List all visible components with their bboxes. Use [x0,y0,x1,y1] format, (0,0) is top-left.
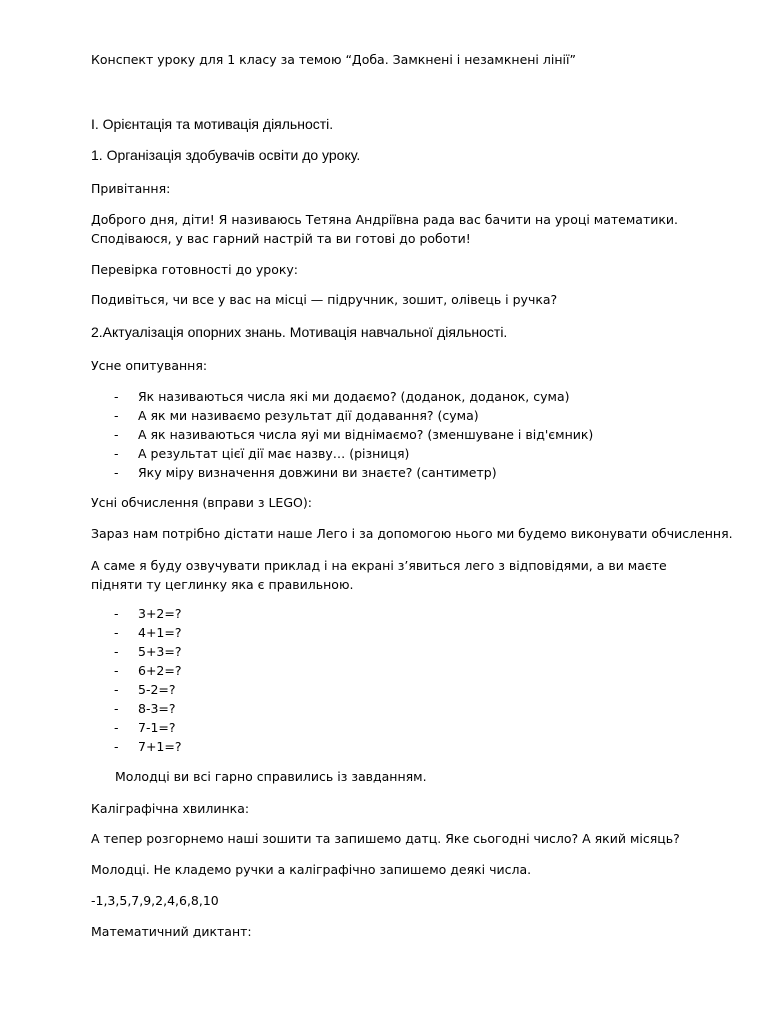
praise-paragraph: Молодці ви всі гарно справились із завданням. [115,769,427,784]
list-bullet: - [114,663,119,678]
list-item-text: Яку міру визначення довжини ви знаєте? (сантиметр) [138,465,497,480]
subsection-heading-actualization: 2.Актуалізація опорних знань. Мотивація навчальної діяльності. [91,324,508,340]
list-item-text: 6+2=? [138,663,182,678]
list-bullet: - [114,625,119,640]
list-bullet: - [114,408,119,423]
lego-paragraph-2: А саме я буду озвучувати приклад і на екрані з’явиться лего з відповідями, а ви маєте підняти ту цеглинку яка є правильною. [91,558,667,592]
calligraphy-label: Каліграфічна хвилинка: [91,801,250,816]
list-bullet: - [114,644,119,659]
list-bullet: - [114,739,119,754]
list-bullet: - [114,446,119,461]
greeting-paragraph: Доброго дня, діти! Я називаюсь Тетяна Андріївна рада вас бачити на уроці математики. Сподіваюся, у вас гарний настрій та ви готові до роботи! [91,212,678,246]
list-bullet: - [114,606,119,621]
list-item-text: Як називаються числа які ми додаємо? (доданок, доданок, сума) [138,389,570,404]
document-title: Конспект уроку для 1 класу за темою “Доба. Замкнені і незамкнені лінії” [91,52,576,67]
list-bullet: - [114,701,119,716]
list-item-text: 8-3=? [138,701,176,716]
list-item-text: 5+3=? [138,644,182,659]
readiness-label: Перевірка готовності до уроку: [91,262,299,277]
dictation-label: Математичний диктант: [91,924,252,939]
readiness-paragraph: Подивіться, чи все у вас на місці — підручник, зошит, олівець і ручка? [91,292,558,307]
section-heading-orientation: І. Орієнтація та мотивація діяльності. [91,116,334,132]
list-bullet: - [114,465,119,480]
lego-paragraph-1: Зараз нам потрібно дістати наше Лего і за допомогою нього ми будемо виконувати обчислення. [91,526,733,541]
greeting-label: Привітання: [91,181,171,196]
list-item-text: 7-1=? [138,720,176,735]
list-bullet: - [114,682,119,697]
list-item-text: 3+2=? [138,606,182,621]
calligraphy-paragraph: А тепер розгорнемо наші зошити та запишемо датц. Яке сьогодні число? А який місяць? [91,831,680,846]
calligraphy-paragraph-2: Молодці. Не кладемо ручки а каліграфічно запишемо деякі числа. [91,862,532,877]
list-item-text: 5-2=? [138,682,176,697]
list-item-text: 7+1=? [138,739,182,754]
list-item-text: А як називаються числа яуі ми віднімаємо? (зменшуване і від'ємник) [138,427,594,442]
oral-survey-label: Усне опитування: [91,358,208,373]
oral-calculations-label: Усні обчислення (вправи з LEGO): [91,495,312,510]
list-item-text: А як ми називаємо результат дії додавання? (сума) [138,408,479,423]
list-bullet: - [114,427,119,442]
list-item-text: А результат цієї дії має назву… (різниця) [138,446,410,461]
list-item-text: 4+1=? [138,625,182,640]
list-bullet: - [114,389,119,404]
subsection-heading-organization: 1. Організація здобувачів освіти до уроку. [91,147,361,163]
numbers-sequence: -1,3,5,7,9,2,4,6,8,10 [91,893,219,908]
list-bullet: - [114,720,119,735]
